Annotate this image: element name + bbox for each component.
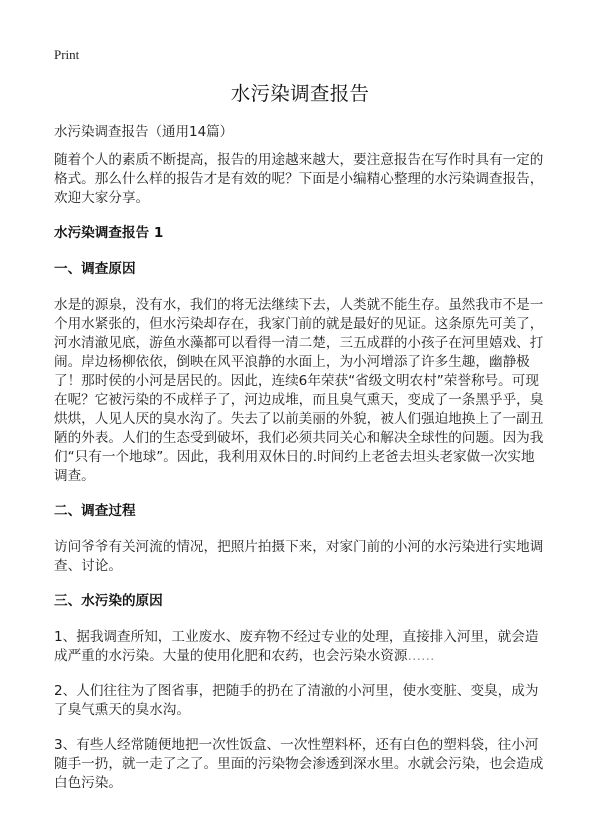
document-title: 水污染调查报告 xyxy=(230,82,370,105)
section-paragraph: 访问爷爷有关河流的情况，把照片拍摄下来，对家门前的小河的水污染进行实地调查、讨论。 xyxy=(54,539,544,574)
document-subtitle: 水污染调查报告（通用14篇） xyxy=(54,124,234,140)
cause-item-1-text: 1、据我调查所知，工业废水、废弃物不经过专业的处理，直接排入河里，就会造成严重的水污染。大量的使用化肥和农药，也会污染水资源 xyxy=(54,629,539,664)
section-heading-process: 二、调查过程 xyxy=(54,503,136,519)
intro-paragraph: 随着个人的素质不断提高，报告的用途越来越大，要注意报告在写作时具有一定的格式。那么什么样的报告才是有效的呢？下面是小编精心整理的水污染调查报告，欢迎大家分享。 xyxy=(54,152,544,206)
document-body xyxy=(54,151,548,809)
section-heading-reason: 一、调查原因 xyxy=(54,261,136,277)
section-paragraph: 水是的源泉，没有水，我们的将无法继续下去，人类就不能生存。虽然我市不是一个用水紧张的，但水污染却存在，我家门前的就是最好的见证。这条原先可美了，河水清澈见底，游鱼水藻都可以看得一清二楚，三五成群的小孩子在河里嬉戏、打闹。岸边杨柳依依，倒映在风平浪静的水面上，为小河增添了许多生趣，幽静极了！那时侯的小河是居民的。因此，连续6年荣获“省级文明农村”荣誉称号。可现在呢？它被污染的不成样子了，河边成堆，而且臭气熏天，变成了一条黑乎乎，臭烘烘，人见人厌的臭水沟了。失去了以前美丽的外貌，被人们强迫地换上了一副丑陋的外表。人们的生态受到破坏，我们必须共同关心和解决全球性的问题。因为我们“只有一个地球”。因此，我利用双休日的.时间约上老爸去坦头老家做一次实地调查。 xyxy=(54,297,544,484)
section-heading-causes: 三、水污染的原因 xyxy=(54,593,163,609)
report-heading: 水污染调查报告 1 xyxy=(54,225,164,241)
cause-item-1 xyxy=(54,628,548,666)
cause-item-2: 2、人们往往为了图省事，把随手的扔在了清澈的小河里，使水变脏、变臭，成为了臭气熏天的臭水沟。 xyxy=(54,683,539,718)
cause-item-3: 3、有些人经常随便地把一次性饭盒、一次性塑料杯，还有白色的塑料袋，往小河随手一扔，就一走了之了。里面的污染物会渗透到深水里。水就会污染，也会造成白色污染。 xyxy=(54,737,544,791)
print-label: Print xyxy=(54,47,80,62)
ellipsis: …… xyxy=(407,648,435,664)
